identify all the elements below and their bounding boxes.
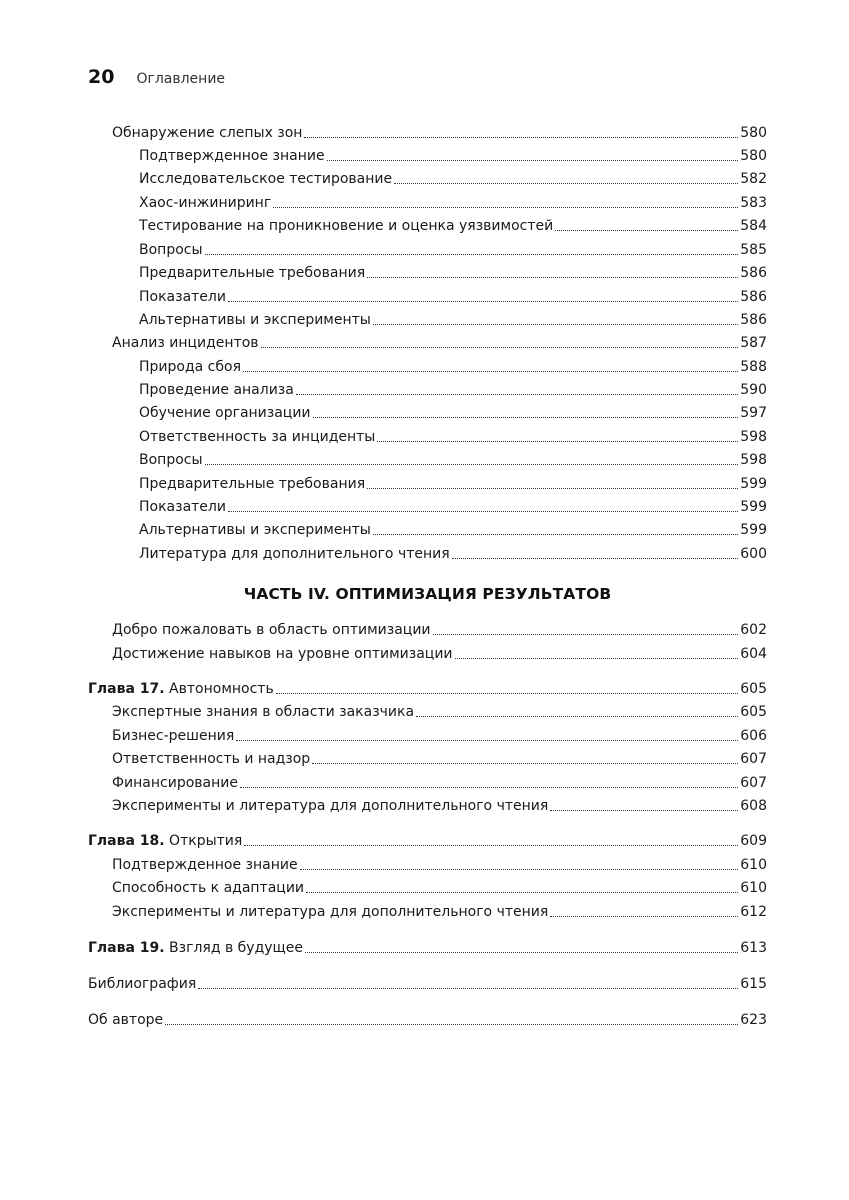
dot-leader — [394, 183, 738, 184]
toc-entry[interactable] — [139, 190, 767, 212]
dot-leader — [452, 558, 739, 559]
toc-entry-title: Показатели — [139, 499, 226, 515]
toc-entry-title: Вопросы — [139, 452, 203, 468]
toc-page-number: 607 — [740, 775, 767, 791]
toc-page-number: 615 — [740, 976, 767, 992]
toc-page-number: 582 — [740, 171, 767, 187]
toc-entry-title: Исследовательское тестирование — [139, 171, 393, 187]
dot-leader — [306, 892, 738, 893]
toc-entry[interactable] — [112, 852, 767, 874]
toc-entry-title: Предварительные требования — [139, 265, 366, 281]
toc-page-number: 610 — [740, 857, 767, 873]
toc-entry[interactable] — [139, 284, 767, 306]
toc-entry[interactable] — [139, 237, 767, 259]
chapter-number: Глава 19. — [88, 940, 165, 956]
toc-page-number: 607 — [740, 751, 767, 767]
toc-page-number: 586 — [740, 312, 767, 328]
toc-entry[interactable] — [112, 770, 767, 792]
toc-page-number: 597 — [740, 405, 767, 421]
chapter-title: Автономность — [164, 681, 274, 697]
chapter-number: Глава 18. — [88, 833, 165, 849]
toc-entry-title: Достижение навыков на уровне оптимизации — [112, 646, 453, 662]
toc-page-number: 586 — [740, 289, 767, 305]
dot-leader — [300, 869, 739, 870]
toc-page-number: 586 — [740, 265, 767, 281]
toc-entry[interactable] — [139, 260, 767, 282]
dot-leader — [244, 845, 738, 846]
dot-leader — [550, 810, 738, 811]
dot-leader — [327, 160, 739, 161]
toc-entry-title: Вопросы — [139, 242, 203, 258]
toc-entry[interactable] — [139, 307, 767, 329]
toc-page-number: 599 — [740, 499, 767, 515]
dot-leader — [550, 916, 738, 917]
toc-page-number: 590 — [740, 382, 767, 398]
toc-page-number: 610 — [740, 880, 767, 896]
toc-entry[interactable] — [139, 447, 767, 469]
toc-page-number: 608 — [740, 798, 767, 814]
toc-entry-title: Ответственность за инциденты — [139, 429, 376, 445]
toc-entry-title: Показатели — [139, 289, 226, 305]
toc-entry-title: Подтвержденное знание — [139, 148, 325, 164]
toc-page-number: 605 — [740, 681, 767, 697]
chapter-number: Глава 17. — [88, 681, 165, 697]
toc-page-number: 584 — [740, 218, 767, 234]
dot-leader — [305, 952, 738, 953]
running-header — [88, 66, 225, 90]
toc-entry-title: Способность к адаптации — [112, 880, 305, 896]
dot-leader — [296, 394, 738, 395]
toc-page-number: 580 — [740, 148, 767, 164]
toc-entry-title: Добро пожаловать в область оптимизации — [112, 622, 431, 638]
dot-leader — [273, 207, 738, 208]
toc-chapter-entry[interactable] — [88, 676, 767, 698]
toc-entry[interactable] — [139, 166, 767, 188]
toc-page-number: 599 — [740, 522, 767, 538]
toc-chapter-entry[interactable] — [88, 1007, 767, 1029]
toc-entry-title: Литература для дополнительного чтения — [139, 546, 450, 562]
dot-leader — [555, 230, 738, 231]
dot-leader — [261, 347, 739, 348]
toc-entry-title: Проведение анализа — [139, 382, 294, 398]
toc-page-number: 583 — [740, 195, 767, 211]
toc-page-number: 600 — [740, 546, 767, 562]
dot-leader — [243, 371, 738, 372]
toc-entry[interactable] — [139, 541, 767, 563]
toc-entry-title: Эксперименты и литература для дополнительного чтения — [112, 904, 549, 920]
toc-entry-title: Хаос-инжиниринг — [139, 195, 272, 211]
dot-leader — [236, 740, 738, 741]
toc-entry-title: Финансирование — [112, 775, 238, 791]
dot-leader — [205, 464, 739, 465]
toc-entry[interactable] — [112, 120, 767, 142]
toc-page-number: 587 — [740, 335, 767, 351]
dot-leader — [276, 693, 739, 694]
dot-leader — [165, 1024, 738, 1025]
chapter-title: Взгляд в будущее — [164, 940, 303, 956]
toc-page-number: 599 — [740, 476, 767, 492]
dot-leader — [373, 324, 738, 325]
dot-leader — [377, 441, 738, 442]
toc-entry-title: Бизнес-решения — [112, 728, 235, 744]
toc-entry[interactable] — [112, 793, 767, 815]
toc-entry-title: Ответственность и надзор — [112, 751, 311, 767]
toc-entry-title — [88, 832, 242, 850]
toc-entry-title: Природа сбоя — [139, 359, 241, 375]
toc-entry[interactable] — [139, 494, 767, 516]
running-title: Оглавление — [136, 71, 226, 87]
toc-page-number: 585 — [740, 242, 767, 258]
toc-chapter-entry[interactable] — [88, 935, 767, 957]
toc-entry-title: Анализ инцидентов — [112, 335, 259, 351]
dot-leader — [367, 277, 738, 278]
toc-page-number: 613 — [740, 940, 767, 956]
toc-page-number: 605 — [740, 704, 767, 720]
toc-entry[interactable] — [112, 875, 767, 897]
chapter-title: Открытия — [164, 833, 243, 849]
toc-entry-title — [88, 939, 303, 957]
toc-entry[interactable] — [112, 899, 767, 921]
dot-leader — [433, 634, 739, 635]
toc-entry[interactable] — [112, 617, 767, 639]
dot-leader — [367, 488, 738, 489]
toc-entry[interactable] — [139, 471, 767, 493]
page-number: 20 — [88, 66, 115, 88]
part-heading: ЧАСТЬ IV. ОПТИМИЗАЦИЯ РЕЗУЛЬТАТОВ — [243, 585, 612, 603]
dot-leader — [198, 988, 738, 989]
dot-leader — [313, 417, 739, 418]
toc-entry[interactable] — [139, 143, 767, 165]
toc-entry[interactable] — [112, 746, 767, 768]
dot-leader — [455, 658, 739, 659]
dot-leader — [228, 301, 738, 302]
toc-entry[interactable] — [112, 723, 767, 745]
toc-page-number: 606 — [740, 728, 767, 744]
toc-page-number: 602 — [740, 622, 767, 638]
toc-entry-title: Альтернативы и эксперименты — [139, 522, 371, 538]
toc-entry-title: Альтернативы и эксперименты — [139, 312, 371, 328]
toc-entry[interactable] — [139, 377, 767, 399]
toc-entry-title — [88, 680, 274, 698]
toc-entry[interactable] — [112, 699, 767, 721]
toc-entry-title: Подтвержденное знание — [112, 857, 298, 873]
toc-entry-title: Об авторе — [88, 1012, 164, 1028]
toc-entry-title: Предварительные требования — [139, 476, 366, 492]
toc-entry[interactable] — [139, 213, 767, 235]
dot-leader — [205, 254, 739, 255]
toc-page-number: 598 — [740, 429, 767, 445]
toc-page-number: 623 — [740, 1012, 767, 1028]
toc-entry-title: Экспертные знания в области заказчика — [112, 704, 415, 720]
toc-page-number: 604 — [740, 646, 767, 662]
dot-leader — [228, 511, 738, 512]
dot-leader — [416, 716, 738, 717]
toc-entry[interactable] — [139, 517, 767, 539]
toc-chapter-entry[interactable] — [88, 828, 767, 850]
toc-entry-title: Эксперименты и литература для дополнительного чтения — [112, 798, 549, 814]
toc-entry[interactable] — [139, 424, 767, 446]
toc-page-number: 609 — [740, 833, 767, 849]
toc-entry-title: Обучение организации — [139, 405, 311, 421]
dot-leader — [304, 137, 738, 138]
toc-entry[interactable] — [112, 641, 767, 663]
dot-leader — [373, 534, 738, 535]
toc-entry-title: Обнаружение слепых зон — [112, 125, 303, 141]
toc-chapter-entry[interactable] — [88, 971, 767, 993]
dot-leader — [312, 763, 738, 764]
dot-leader — [240, 787, 738, 788]
toc-entry-title: Библиография — [88, 976, 197, 992]
toc-page-number: 588 — [740, 359, 767, 375]
toc-entry[interactable] — [112, 330, 767, 352]
toc-entry[interactable] — [139, 400, 767, 422]
toc-page-number: 580 — [740, 125, 767, 141]
toc-entry[interactable] — [139, 354, 767, 376]
toc-page-number: 598 — [740, 452, 767, 468]
toc-page-number: 612 — [740, 904, 767, 920]
toc-entry-title: Тестирование на проникновение и оценка уязвимостей — [139, 218, 554, 234]
